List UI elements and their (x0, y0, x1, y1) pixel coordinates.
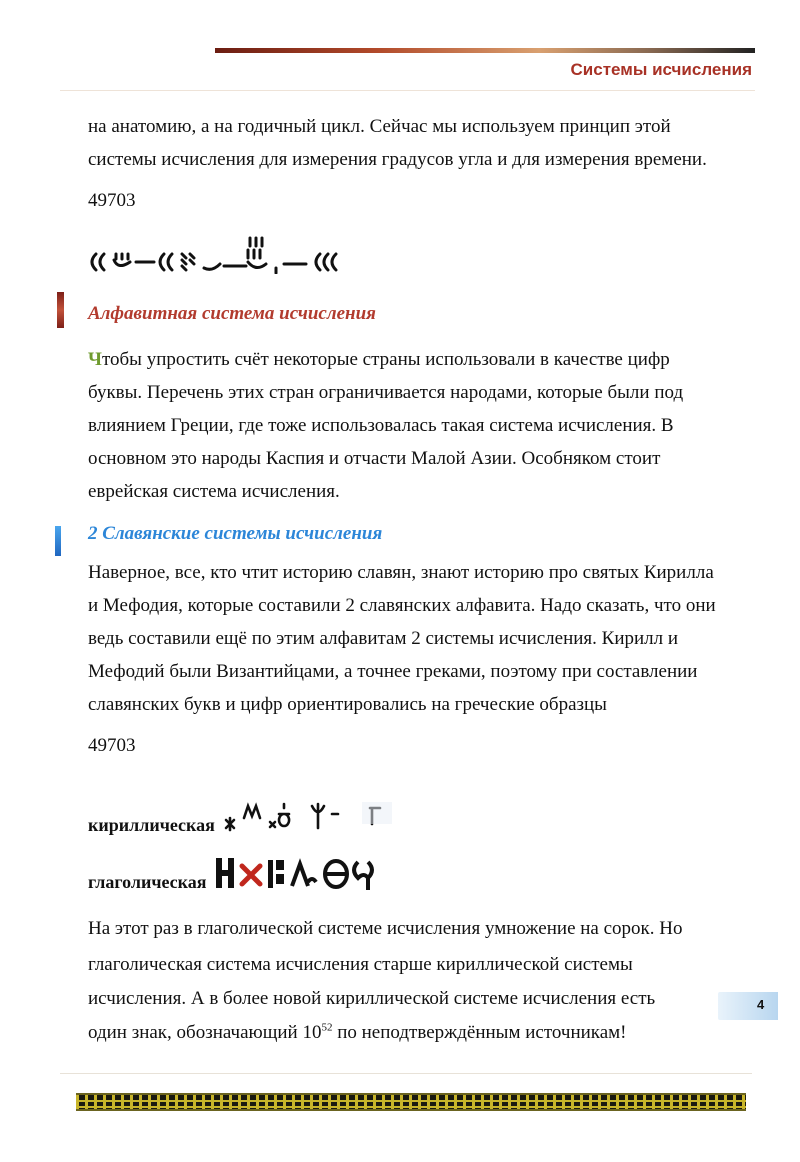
section-marker (57, 292, 64, 328)
cyrillic-label: кириллическая (88, 815, 215, 835)
number-value: 49703 (88, 735, 136, 756)
paragraph-line: системы исчисления для измерения градусов угла и для измерения времени. (88, 149, 707, 170)
paragraph-line: славянских букв и цифр ориентировались на греческие образцы (88, 694, 607, 715)
paragraph-line: еврейская система исчисления. (88, 481, 340, 502)
cuneiform-numeral-image (86, 232, 346, 274)
paragraph-line: исчисления. А в более новой кириллической системе исчисления есть (88, 988, 656, 1009)
page-number-tab (718, 992, 778, 1020)
glagolitic-numeral-image (212, 852, 402, 896)
paragraph-line: Мефодий были Византийцами, а точнее греками, поэтому при составлении (88, 661, 698, 682)
paragraph-line: влиянием Греции, где тоже использовалась такая система исчисления. В (88, 415, 674, 436)
paragraph-line (88, 343, 768, 376)
section-heading: Алфавитная система исчисления (88, 303, 376, 324)
paragraph-text: тобы упростить счёт некоторые страны использовали в качестве цифр (101, 349, 670, 370)
paragraph-line (88, 1016, 768, 1049)
paragraph-line: Наверное, все, кто чтит историю славян, знают историю про святых Кирилла (88, 562, 714, 583)
section-heading: 2 Славянские системы исчисления (88, 523, 383, 544)
footer-ornament (76, 1093, 746, 1111)
paragraph-line: и Мефодия, которые составили 2 славянских алфавита. Надо сказать, что они (88, 595, 716, 616)
page-header-title: Системы исчисления (570, 60, 752, 79)
header-rule (215, 48, 755, 53)
paragraph-text: по неподтверждённым источникам! (332, 1022, 627, 1043)
cyrillic-numeral-image (222, 796, 402, 836)
drop-cap: Ч (88, 349, 102, 370)
paragraph-line: буквы. Перечень этих стран ограничивается народами, которые были под (88, 382, 684, 403)
paragraph-line: основном это народы Каспия и отчасти Малой Азии. Особняком стоит (88, 448, 661, 469)
glagolitic-label: глаголическая (88, 872, 207, 892)
paragraph-text: один знак, обозначающий 10 (88, 1022, 322, 1043)
number-value: 49703 (88, 190, 136, 211)
header-divider (60, 90, 755, 91)
exponent: 52 (321, 1021, 333, 1034)
paragraph-line: глаголическая система исчисления старше кириллической системы (88, 954, 633, 975)
section-marker (55, 526, 61, 556)
paragraph-line: ведь составили ещё по этим алфавитам 2 системы исчисления. Кирилл и (88, 628, 679, 649)
paragraph-line: На этот раз в глаголической системе исчисления умножение на сорок. Но (88, 918, 683, 939)
page-number: 4 (757, 997, 765, 1012)
footer-divider (60, 1073, 752, 1074)
paragraph-line: на анатомию, а на годичный цикл. Сейчас мы используем принцип этой (88, 116, 671, 137)
